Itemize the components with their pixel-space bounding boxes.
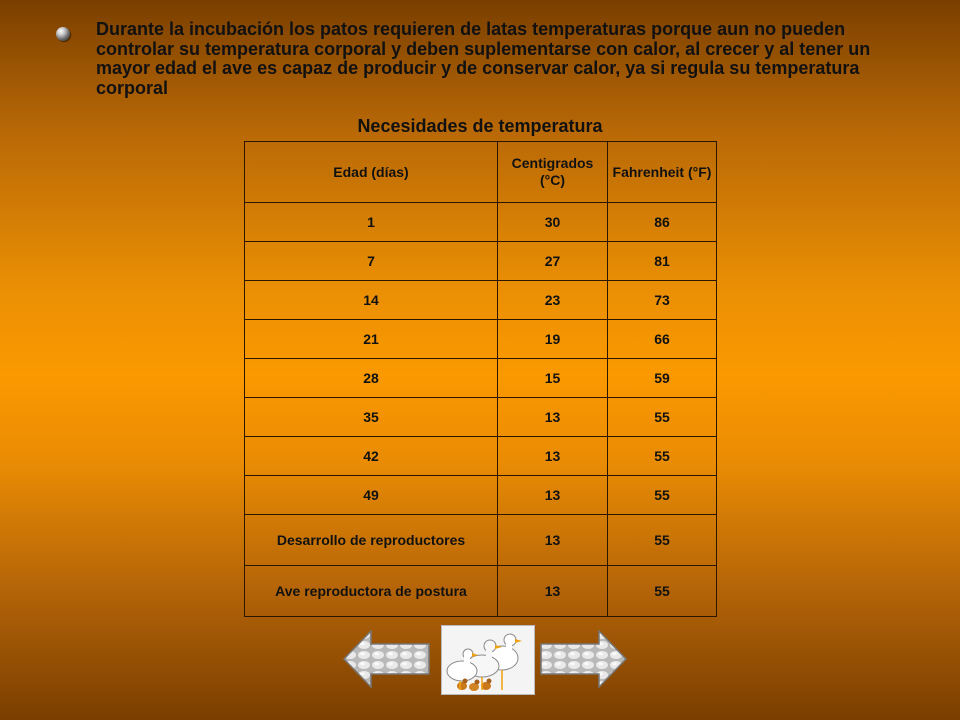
table-row xyxy=(245,398,717,437)
ducks-image xyxy=(441,625,535,695)
cell-celsius: 30 xyxy=(498,203,608,242)
cell-fahrenheit: 55 xyxy=(608,566,717,617)
cell-fahrenheit: 66 xyxy=(608,320,717,359)
table-header-row xyxy=(245,142,717,203)
table-row xyxy=(245,476,717,515)
cell-age: 21 xyxy=(245,320,498,359)
cell-celsius: 13 xyxy=(498,515,608,566)
cell-age: 7 xyxy=(245,242,498,281)
cell-fahrenheit: 55 xyxy=(608,437,717,476)
back-button[interactable] xyxy=(343,630,431,688)
cell-fahrenheit: 59 xyxy=(608,359,717,398)
cell-celsius: 19 xyxy=(498,320,608,359)
table-title: Necesidades de temperatura xyxy=(357,116,603,136)
header-age: Edad (días) xyxy=(245,142,498,203)
cell-fahrenheit: 55 xyxy=(608,398,717,437)
table-row xyxy=(245,437,717,476)
cell-celsius: 13 xyxy=(498,476,608,515)
cell-celsius: 27 xyxy=(498,242,608,281)
cell-age: 14 xyxy=(245,281,498,320)
cell-age: 1 xyxy=(245,203,498,242)
bullet-icon xyxy=(56,27,70,41)
cell-age: 49 xyxy=(245,476,498,515)
header-celsius: Centigrados (°C) xyxy=(498,142,608,203)
cell-fahrenheit: 73 xyxy=(608,281,717,320)
cell-age: 42 xyxy=(245,437,498,476)
cell-fahrenheit: 55 xyxy=(608,476,717,515)
header-fahrenheit: Fahrenheit (°F) xyxy=(608,142,717,203)
temperature-table xyxy=(244,141,717,617)
cell-age: Desarrollo de reproductores xyxy=(245,515,498,566)
left-arrow-icon xyxy=(343,630,431,688)
cell-age: 35 xyxy=(245,398,498,437)
cell-celsius: 13 xyxy=(498,398,608,437)
intro-paragraph: Durante la incubación los patos requieren de latas temperaturas porque aun no pueden controlar su temperatura corporal y deben suplementarse con calor, al crecer y al tener un mayor edad el ave es capaz de producir y de conservar calor, ya si regula su temperatura corporal xyxy=(96,19,871,98)
cell-fahrenheit: 86 xyxy=(608,203,717,242)
cell-age: 28 xyxy=(245,359,498,398)
table-row xyxy=(245,515,717,566)
table-row xyxy=(245,566,717,617)
cell-celsius: 15 xyxy=(498,359,608,398)
table-row xyxy=(245,359,717,398)
right-arrow-icon xyxy=(539,630,627,688)
table-row xyxy=(245,242,717,281)
table-row xyxy=(245,203,717,242)
cell-celsius: 23 xyxy=(498,281,608,320)
cell-age: Ave reproductora de postura xyxy=(245,566,498,617)
cell-fahrenheit: 81 xyxy=(608,242,717,281)
cell-celsius: 13 xyxy=(498,437,608,476)
forward-button[interactable] xyxy=(539,630,627,688)
cell-fahrenheit: 55 xyxy=(608,515,717,566)
table-row xyxy=(245,281,717,320)
table-row xyxy=(245,320,717,359)
cell-celsius: 13 xyxy=(498,566,608,617)
